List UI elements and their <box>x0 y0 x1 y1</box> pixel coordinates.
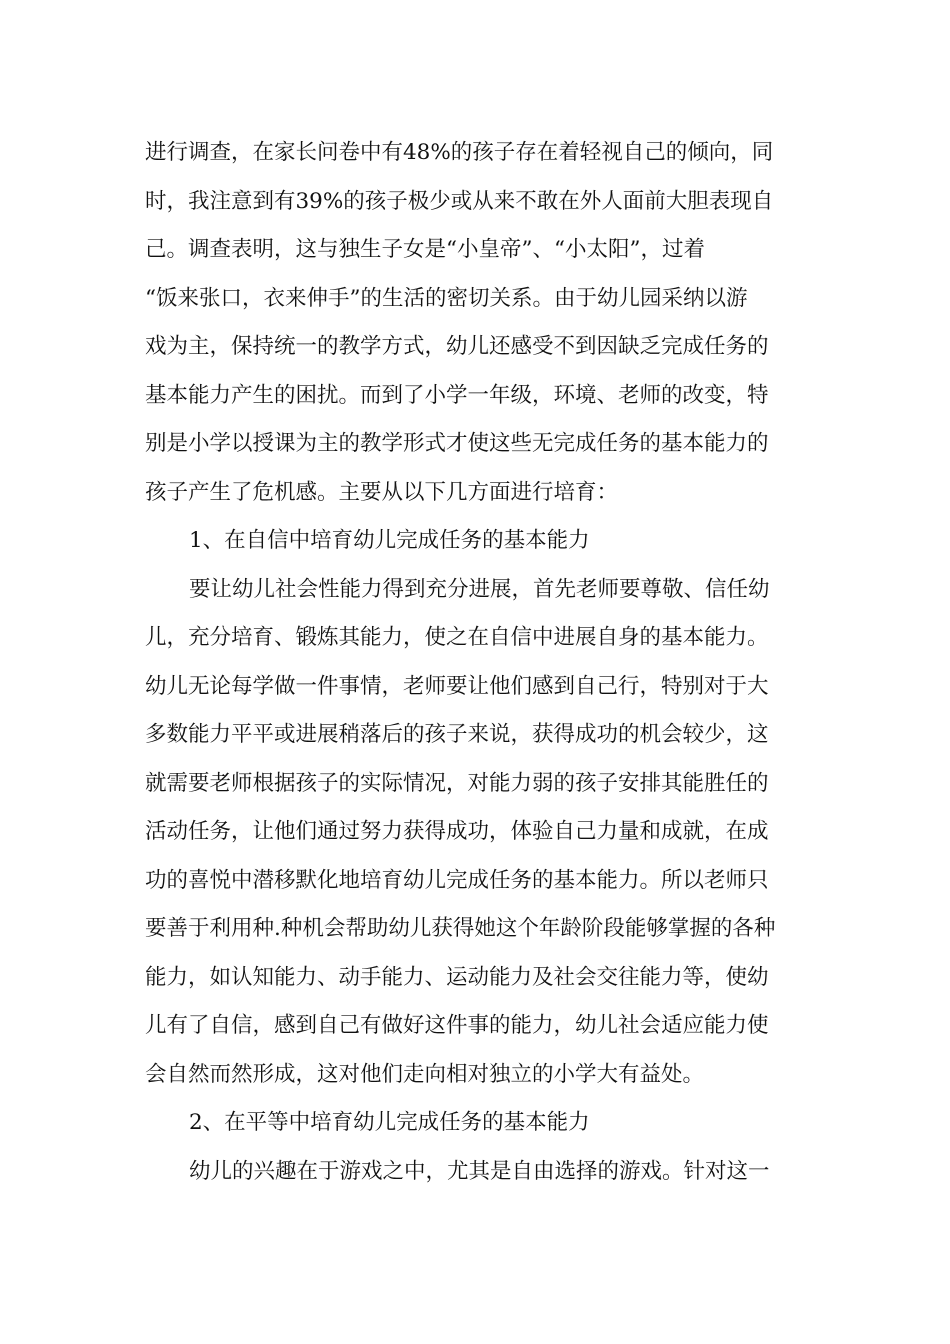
text-line: 孩子产生了危机感。主要从以下几方面进行培育： <box>145 479 619 505</box>
text-line: 要让幼儿社会性能力得到充分进展，首先老师要尊敬、信任幼 <box>189 576 770 602</box>
text-line: 要善于利用种.种机会帮助幼儿获得她这个年龄阶段能够掌握的各种 <box>145 916 776 941</box>
text-line: “饭来张口，衣来伸手”的生活的密切关系。由于幼儿园采纳以游 <box>145 285 748 311</box>
text-line: 儿有了自信，感到自己有做好这件事的能力，幼儿社会适应能力使 <box>145 1013 769 1038</box>
text-line: 会自然而然形成，这对他们走向相对独立的小学大有益处。 <box>145 1061 705 1087</box>
text-line: 进行调查，在家长问卷中有48%的孩子存在着轻视自己的倾向，同 <box>145 140 774 165</box>
section-heading-1: 1、在自信中培育幼儿完成任务的基本能力 <box>189 528 590 553</box>
text-line: 别是小学以授课为主的教学形式才使这些无完成任务的基本能力的 <box>145 431 769 456</box>
text-line: 幼儿的兴趣在于游戏之中，尤其是自由选择的游戏。针对这一 <box>189 1158 770 1184</box>
text-line: 基本能力产生的困扰。而到了小学一年级，环境、老师的改变，特 <box>145 382 769 408</box>
text-line: 儿，充分培育、锻炼其能力，使之在自信中进展自身的基本能力。 <box>145 625 769 650</box>
text-line: 时，我注意到有39%的孩子极少或从来不敢在外人面前大胆表现自 <box>145 188 774 214</box>
text-line: 活动任务，让他们通过努力获得成功，体验自己力量和成就，在成 <box>145 819 769 844</box>
text-line: 幼儿无论每学做一件事情，老师要让他们感到自己行，特别对于大 <box>145 673 769 699</box>
document-body <box>145 129 809 1196</box>
section-heading-2: 2、在平等中培育幼儿完成任务的基本能力 <box>189 1110 590 1135</box>
text-line: 多数能力平平或进展稍落后的孩子来说，获得成功的机会较少，这 <box>145 722 769 747</box>
text-line: 戏为主，保持统一的教学方式，幼儿还感受不到因缺乏完成任务的 <box>145 334 769 359</box>
text-line: 能力，如认知能力、动手能力、运动能力及社会交往能力等，使幼 <box>145 964 769 990</box>
text-line: 就需要老师根据孩子的实际情况，对能力弱的孩子安排其能胜任的 <box>145 770 769 796</box>
text-line: 功的喜悦中潜移默化地培育幼儿完成任务的基本能力。所以老师只 <box>145 867 769 893</box>
text-line: 己。调查表明，这与独生子女是“小皇帝”、“小太阳”，过着 <box>145 237 705 262</box>
